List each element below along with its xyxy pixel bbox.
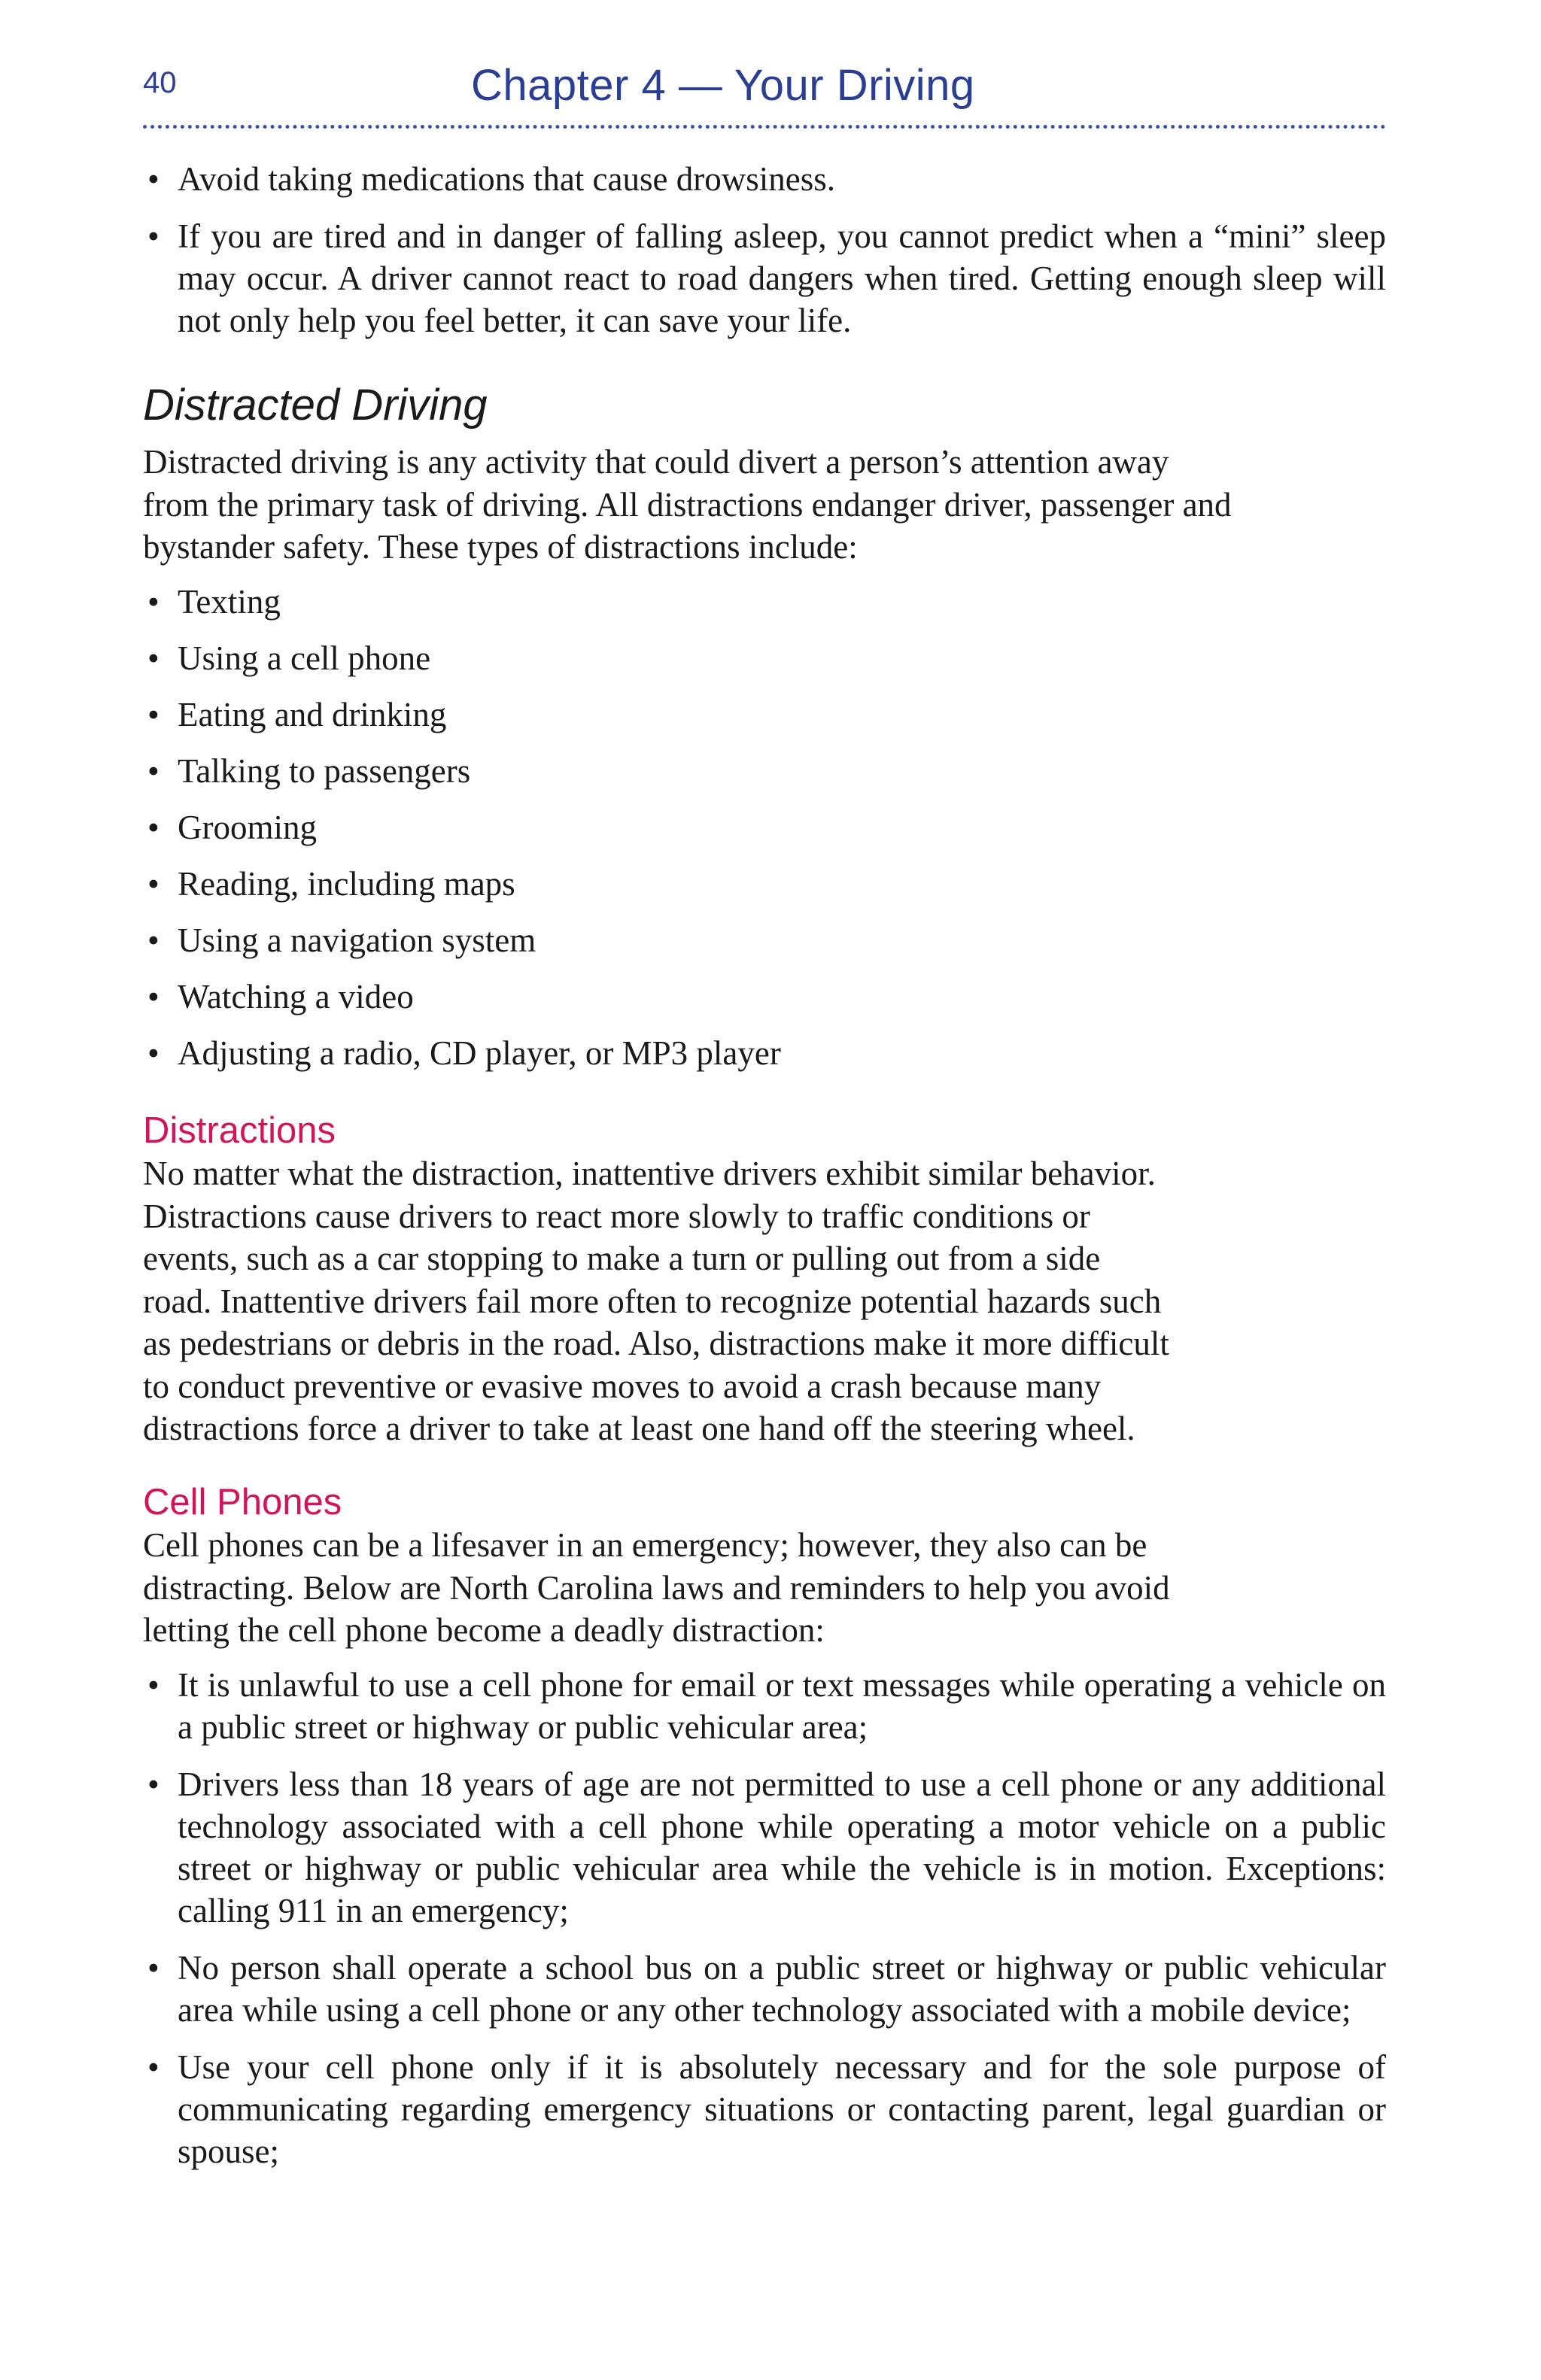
list-item-text: Watching a video (178, 977, 414, 1015)
paragraph-line: Distractions cause drivers to react more slowly to traffic conditions or (143, 1197, 1090, 1235)
list-item (143, 1032, 1386, 1074)
bullet-icon: • (147, 1765, 160, 1803)
distraction-types-list (143, 581, 1386, 1074)
list-item (143, 1947, 1386, 2031)
bullet-icon: • (147, 1665, 160, 1704)
list-item-text: No person shall operate a school bus on a public street or highway or public vehicular area while using a cell phone or any other technology associated with a mobile device; (178, 1948, 1386, 2029)
paragraph-line: as pedestrians or debris in the road. Also, distractions make it more difficult (143, 1325, 1169, 1362)
section-heading: Distracted Driving (143, 381, 488, 430)
paragraph-line: from the primary task of driving. All distractions endanger driver, passenger and (143, 485, 1232, 524)
list-item-text: Avoid taking medications that cause drowsiness. (178, 160, 835, 198)
bullet-icon: • (147, 695, 160, 733)
paragraph-line: letting the cell phone become a deadly distraction: (143, 1611, 825, 1649)
cell-phones-section (143, 1480, 1386, 2187)
list-item-text: Using a cell phone (178, 639, 431, 677)
list-item (143, 750, 1386, 792)
page-number: 40 (143, 66, 177, 99)
chapter-title: Chapter 4 — Your Driving (471, 61, 975, 110)
distracted-driving-section (143, 379, 1386, 1088)
bullet-icon: • (147, 1034, 160, 1072)
list-item-text: Using a navigation system (178, 921, 536, 959)
list-item (143, 976, 1386, 1018)
list-item-text: Drivers less than 18 years of age are not permitted to use a cell phone or any additional technology associated with a cell phone while operating a motor vehicle on a public street or highway or public vehicular area while the vehicle is in motion. Exceptions: calling 911 in an emergency; (178, 1765, 1386, 1929)
header-dotted-rule (143, 125, 1386, 129)
list-item-text: Texting (178, 582, 281, 621)
paragraph-line: bystander safety. These types of distractions include: (143, 528, 858, 566)
list-item-text: Eating and drinking (178, 695, 447, 733)
list-item-text: Grooming (178, 808, 317, 846)
paragraph-line: to conduct preventive or evasive moves to avoid a crash because many (143, 1367, 1102, 1405)
paragraph-line: Cell phones can be a lifesaver in an emergency; however, they also can be (143, 1526, 1147, 1564)
page-header (143, 60, 1386, 120)
list-item (143, 637, 1386, 679)
paragraph-line: events, such as a car stopping to make a turn or pulling out from a side (143, 1240, 1101, 1277)
intro-bullet-list (143, 158, 1386, 342)
paragraph-line: distractions force a driver to take at least one hand off the steering wheel. (143, 1410, 1135, 1447)
list-item (143, 215, 1386, 342)
paragraph-line: distracting. Below are North Carolina laws and reminders to help you avoid (143, 1568, 1170, 1607)
subsection-heading: Cell Phones (143, 1482, 342, 1522)
paragraph-line: Distracted driving is any activity that could divert a person’s attention away (143, 443, 1169, 481)
paragraph-line: road. Inattentive drivers fail more often to recognize potential hazards such (143, 1282, 1162, 1320)
bullet-icon: • (147, 977, 160, 1015)
list-item (143, 158, 1386, 200)
bullet-icon: • (147, 751, 160, 790)
bullet-icon: • (147, 582, 160, 621)
section-paragraph (143, 1524, 1386, 1652)
list-item-text: Talking to passengers (178, 751, 471, 790)
paragraph-line: No matter what the distraction, inattentive drivers exhibit similar behavior. (143, 1155, 1156, 1192)
subsection-heading: Distractions (143, 1110, 336, 1151)
list-item-text: Reading, including maps (178, 864, 515, 903)
list-item-text: Adjusting a radio, CD player, or MP3 player (178, 1034, 781, 1072)
list-item-text: Use your cell phone only if it is absolutely necessary and for the sole purpose of communicating regarding emergency situations or contacting parent, legal guardian or spouse; (178, 2048, 1386, 2170)
list-item (143, 2046, 1386, 2172)
bullet-icon: • (147, 639, 160, 677)
bullet-icon: • (147, 160, 160, 198)
list-item (143, 1763, 1386, 1932)
list-item-text: It is unlawful to use a cell phone for email or text messages while operating a vehicle on a public street or highway or public vehicular area; (178, 1665, 1386, 1746)
list-item (143, 1664, 1386, 1748)
cell-phone-rules-list (143, 1664, 1386, 2172)
distractions-section (143, 1109, 1386, 1450)
bullet-icon: • (147, 2048, 160, 2086)
list-item (143, 694, 1386, 736)
list-item-text: If you are tired and in danger of falling asleep, you cannot predict when a “mini” sleep may occur. A driver cannot react to road dangers when tired. Getting enough sleep will not only help you feel better, it can save your life. (178, 217, 1386, 339)
bullet-icon: • (147, 217, 160, 255)
list-item (143, 581, 1386, 623)
bullet-icon: • (147, 1948, 160, 1987)
list-item (143, 919, 1386, 961)
bullet-icon: • (147, 808, 160, 846)
document-page (143, 60, 1386, 2170)
list-item (143, 863, 1386, 905)
list-item (143, 806, 1386, 848)
section-paragraph (143, 441, 1386, 569)
bullet-icon: • (147, 864, 160, 903)
section-paragraph (143, 1152, 1386, 1450)
bullet-icon: • (147, 921, 160, 959)
intro-bullets-section (143, 158, 1386, 357)
